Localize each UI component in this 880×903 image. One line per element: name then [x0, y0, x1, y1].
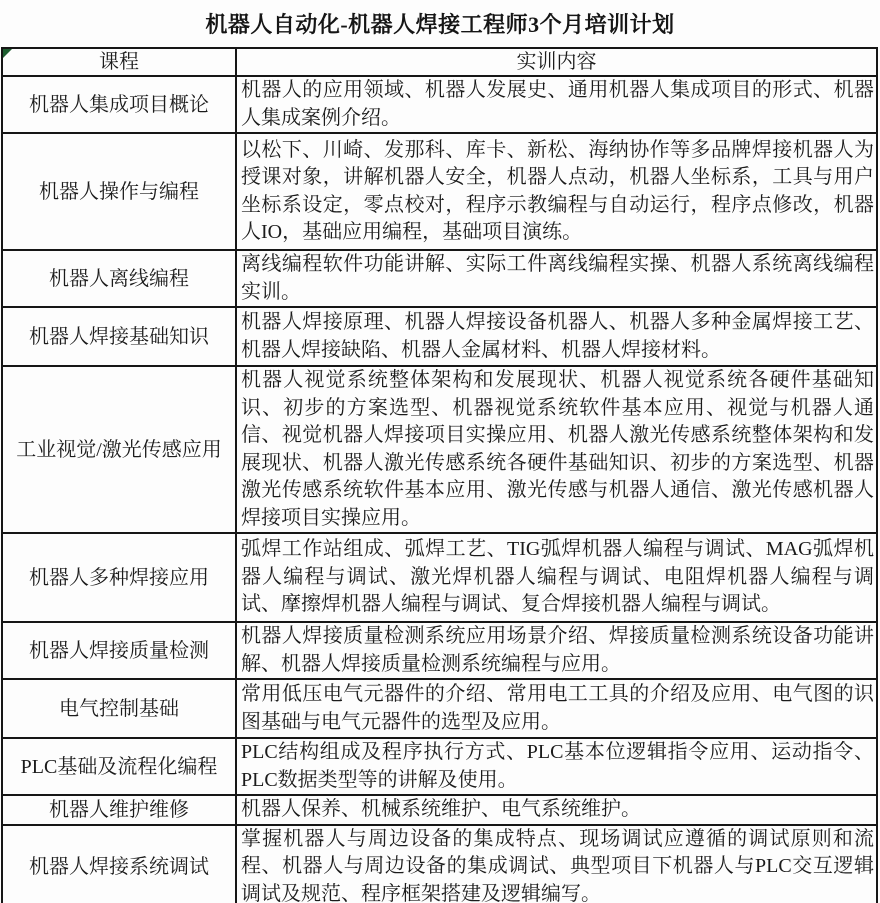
course-cell: 机器人焊接基础知识 [2, 307, 236, 366]
table-header-content [236, 48, 877, 76]
content-cell: 机器人视觉系统整体架构和发展现状、机器人视觉系统各硬件基础知识、初步的方案选型、机器视觉系统软件基本应用、视觉与机器人通信、视觉机器人焊接项目实操应用、机器人激光传感系统整体架构和发展现状、机器人激光传感系统各硬件基础知识、初步的方案选型、机器激光传感系统软件基本应用、激光传感与机器人通信、激光传感机器人焊接项目实操应用。 [236, 366, 877, 533]
table-row [2, 366, 877, 533]
table-header-content-label: 实训内容 [516, 51, 597, 73]
course-cell: 机器人多种焊接应用 [2, 533, 236, 622]
table-row [2, 133, 877, 250]
content-cell: 机器人的应用领域、机器人发展史、通用机器人集成项目的形式、机器人集成案例介绍。 [236, 76, 877, 133]
cell-corner-marker-icon [3, 49, 12, 58]
content-cell: 以松下、川崎、发那科、库卡、新松、海纳协作等多品牌焊接机器人为授课对象，讲解机器人安全，机器人点动，机器人坐标系，工具与用户坐标系设定，零点校对，程序示教编程与自动运行，程序点修改，机器人IO，基础应用编程，基础项目演练。 [236, 133, 877, 250]
course-cell: 机器人集成项目概论 [2, 76, 236, 133]
content-cell: 常用低压电气元器件的介绍、常用电工工具的介绍及应用、电气图的识图基础与电气元器件的选型及应用。 [236, 679, 877, 738]
table-row [2, 738, 877, 795]
course-cell: 工业视觉/激光传感应用 [2, 366, 236, 533]
course-cell: 机器人维护维修 [2, 795, 236, 825]
table-row [2, 76, 877, 133]
table-header-course-label: 课程 [99, 51, 139, 73]
table-row [2, 250, 877, 307]
course-cell: PLC基础及流程化编程 [2, 738, 236, 795]
course-cell: 机器人操作与编程 [2, 133, 236, 250]
table-row [2, 307, 877, 366]
table-row [2, 533, 877, 622]
course-cell: 电气控制基础 [2, 679, 236, 738]
course-cell: 机器人离线编程 [2, 250, 236, 307]
page-title: 机器人自动化-机器人焊接工程师3个月培训计划 [205, 12, 675, 37]
table-header-row [2, 48, 877, 76]
content-cell: 离线编程软件功能讲解、实际工件离线编程实操、机器人系统离线编程实训。 [236, 250, 877, 307]
content-cell: PLC结构组成及程序执行方式、PLC基本位逻辑指令应用、运动指令、PLC数据类型等的讲解及使用。 [236, 738, 877, 795]
table-row [2, 622, 877, 679]
course-cell: 机器人焊接质量检测 [2, 622, 236, 679]
course-cell: 机器人焊接系统调试 [2, 825, 236, 903]
table-row [2, 825, 877, 903]
content-cell: 掌握机器人与周边设备的集成特点、现场调试应遵循的调试原则和流程、机器人与周边设备的集成调试、典型项目下机器人与PLC交互逻辑调试及规范、程序框架搭建及逻辑编写。 [236, 825, 877, 903]
content-cell: 弧焊工作站组成、弧焊工艺、TIG弧焊机器人编程与调试、MAG弧焊机器人编程与调试、激光焊机器人编程与调试、电阻焊机器人编程与调试、摩擦焊机器人编程与调试、复合焊接机器人编程与调试。 [236, 533, 877, 622]
table-row [2, 795, 877, 825]
table-header-course [2, 48, 236, 76]
content-cell: 机器人焊接质量检测系统应用场景介绍、焊接质量检测系统设备功能讲解、机器人焊接质量检测系统编程与应用。 [236, 622, 877, 679]
table-row [2, 679, 877, 738]
training-table [1, 47, 878, 903]
content-cell: 机器人保养、机械系统维护、电气系统维护。 [236, 795, 877, 825]
content-cell: 机器人焊接原理、机器人焊接设备机器人、机器人多种金属焊接工艺、机器人焊接缺陷、机器人金属材料、机器人焊接材料。 [236, 307, 877, 366]
